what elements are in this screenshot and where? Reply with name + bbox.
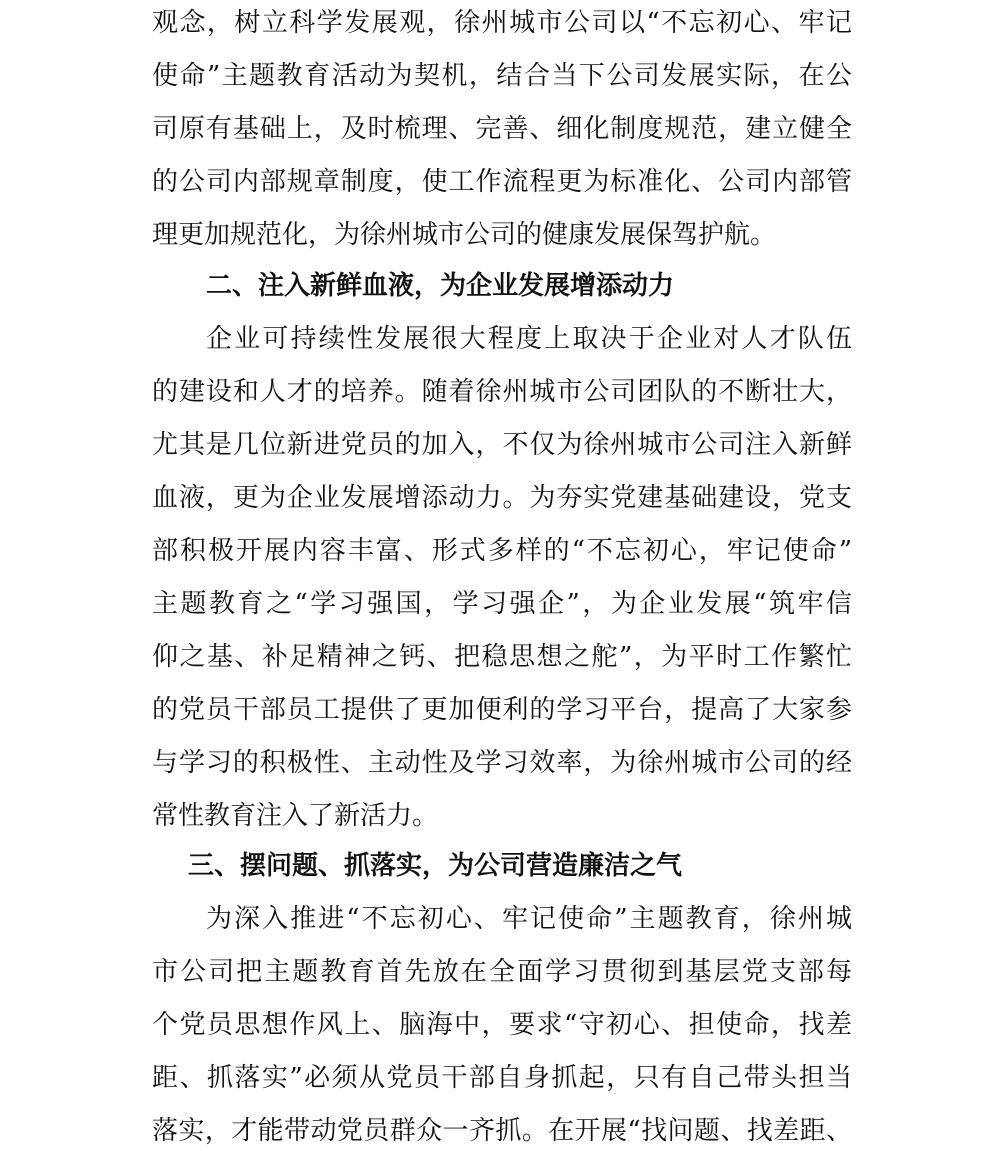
paragraph-line: 主题教育之“学习强国，学习强企”，为企业发展“筑牢信 [152,589,852,619]
paragraph-line: 的建设和人才的培养。随着徐州城市公司团队的不断壮大， [152,377,852,407]
paragraph-line: 与学习的积极性、主动性及学习效率，为徐州城市公司的经 [152,748,852,778]
paragraph-line: 常性教育注入了新活力。 [152,801,439,831]
paragraph-line: 理更加规范化，为徐州城市公司的健康发展保驾护航。 [152,220,777,250]
section-heading-2: 二、注入新鲜血液，为企业发展增添动力 [206,271,675,301]
paragraph-line: 为深入推进“不忘初心、牢记使命”主题教育，徐州城 [206,904,852,934]
paragraph-line: 落实，才能带动党员群众一齐抓。在开展“找问题、找差距、 [152,1116,852,1146]
paragraph-line: 仰之基、补足精神之钙、把稳思想之舵”，为平时工作繁忙 [152,642,852,672]
paragraph-line: 使命”主题教育活动为契机，结合当下公司发展实际，在公 [152,61,852,91]
paragraph-line: 企业可持续性发展很大程度上取决于企业对人才队伍 [206,324,852,354]
paragraph-line: 的党员干部员工提供了更加便利的学习平台，提高了大家参 [152,695,852,725]
paragraph-line: 血液，更为企业发展增添动力。为夯实党建基础建设，党支 [152,483,852,513]
paragraph-line: 部积极开展内容丰富、形式多样的“不忘初心，牢记使命” [152,536,852,566]
paragraph-line: 观念，树立科学发展观，徐州城市公司以“不忘初心、牢记 [152,8,852,38]
paragraph-line: 市公司把主题教育首先放在全面学习贯彻到基层党支部每 [152,957,852,987]
paragraph-line: 尤其是几位新进党员的加入，不仅为徐州城市公司注入新鲜 [152,430,852,460]
paragraph-line: 个党员思想作风上、脑海中，要求“守初心、担使命，找差 [152,1010,852,1040]
paragraph-line: 的公司内部规章制度，使工作流程更为标准化、公司内部管 [152,167,852,197]
paragraph-line: 距、抓落实”必须从党员干部自身抓起，只有自己带头担当 [152,1063,852,1093]
paragraph-line: 司原有基础上，及时梳理、完善、细化制度规范，建立健全 [152,114,852,144]
section-heading-3: 三、摆问题、抓落实，为公司营造廉洁之气 [188,851,683,881]
